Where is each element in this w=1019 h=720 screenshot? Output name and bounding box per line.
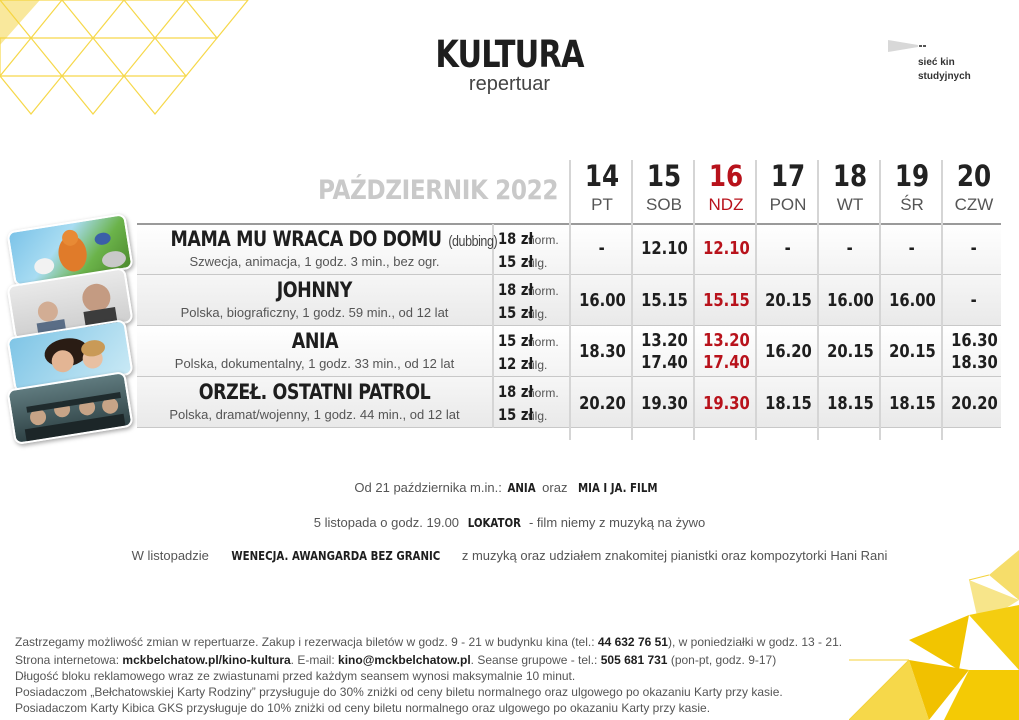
price-value: 18 zł [498, 280, 534, 299]
showtime: - [970, 238, 978, 259]
showtime: 18.30 [578, 341, 626, 362]
price-label: ulg. [528, 307, 548, 321]
note-text: - film niemy z muzyką na żywo [528, 515, 706, 530]
announcement-3 [0, 548, 1019, 563]
showtime: 20.20 [950, 393, 998, 414]
day-number: 16 [708, 159, 744, 193]
price-label: ulg. [528, 409, 548, 423]
film-description: Polska, biograficzny, 1 godz. 59 min., od 12 lat [180, 305, 449, 320]
price-label: norm. [528, 233, 559, 247]
logo-text: sieć kin studyjnych [918, 57, 971, 82]
group-phone-number: 505 681 731 [600, 653, 668, 667]
price-label: norm. [528, 335, 559, 349]
website-link[interactable]: mckbelchatow.pl/kino-kultura [122, 653, 291, 667]
day-number: 20 [956, 159, 992, 193]
film-description: Polska, dramat/wojenny, 1 godz. 44 min., od 12 lat [169, 407, 460, 422]
day-name: WT [836, 195, 864, 214]
price-reduced [498, 252, 570, 271]
showtime: - [908, 238, 916, 259]
showtime: 18.15 [888, 393, 936, 414]
day-name: ŚR [900, 195, 924, 214]
showtime: 20.15 [764, 290, 812, 311]
showtime: - [970, 290, 978, 311]
showtime: - [784, 238, 792, 259]
price-value: 18 zł [498, 229, 534, 248]
day-name: SOB [646, 195, 682, 214]
price-value: 15 zł [498, 303, 534, 322]
note-text: 5 listopada o godz. 19.00 [313, 515, 460, 530]
day-number: 18 [832, 159, 868, 193]
note-film-title: WENECJA. AWANGARDA BEZ GRANIC [230, 549, 440, 563]
showtime: 19.30 [640, 393, 688, 414]
footer-line-booking: Zastrzegamy możliwość zmian w repertuarze. Zakup i rezerwacja biletów w godz. 9 - 21 w budynku kina (tel.: 44 632 76 51), w poniedziałki w godz. 13 - 21. [15, 635, 843, 649]
day-number: 15 [646, 159, 682, 193]
showtime: 16.20 [764, 341, 812, 362]
price-value: 18 zł [498, 382, 534, 401]
note-text: Od 21 października m.in.: [354, 480, 502, 495]
day-header [757, 158, 819, 216]
showtime: 16.00 [578, 290, 626, 311]
projector-beam-icon [888, 40, 928, 52]
film-title-extra: (dubbing) [448, 233, 498, 250]
day-name: PT [591, 195, 613, 214]
film-title-text: ORZEŁ. OSTATNI PATROL [198, 380, 431, 404]
price-label: norm. [528, 386, 559, 400]
film-title [137, 278, 492, 302]
footer-line-fan-card: Posiadaczom Karty Kibica GKS przysługuje do 10% zniżki od ceny biletu normalnego oraz ulgowego po okazaniu Karty przy kasie. [15, 701, 711, 715]
showtime: 15.15 [640, 290, 688, 311]
day-header [633, 158, 695, 216]
film-title [137, 380, 492, 404]
day-header [943, 158, 1005, 216]
film-title [137, 329, 492, 353]
footer-line-contact: Strona internetowa: mckbelchatow.pl/kino-kultura. E-mail: kino@mckbelchatow.pl. Seanse grupowe - tel.: 505 681 731 (pon-pt, godz. 9-17) [15, 653, 777, 667]
showtime: 16.00 [888, 290, 936, 311]
showtime: 12.10 [640, 238, 688, 259]
day-number: 17 [770, 159, 806, 193]
footer-line-ads: Długość bloku reklamowego wraz ze zwiastunami przed każdym seansem wynosi maksymalnie 10 minut. [15, 669, 576, 683]
price-normal [498, 280, 570, 299]
siec-kin-studyjnych-logo [888, 40, 998, 86]
day-name: PON [769, 195, 807, 214]
price-value: 15 zł [498, 405, 534, 424]
day-header [819, 158, 881, 216]
showtime-sunday: 12.10 [702, 238, 750, 259]
price-value: 15 zł [498, 331, 534, 350]
note-film-title: LOKATOR [467, 516, 521, 530]
price-value: 12 zł [498, 354, 534, 373]
showtime-sunday: 15.15 [702, 290, 750, 311]
price-reduced [498, 405, 570, 424]
film-title [137, 227, 498, 251]
email-link[interactable]: kino@mckbelchatow.pl [338, 653, 471, 667]
day-name: CZW [954, 195, 994, 214]
showtime: 18.15 [764, 393, 812, 414]
showtime: - [846, 238, 854, 259]
footer-line-family-card: Posiadaczom „Bełchatowskiej Karty Rodziny” przysługuje do 30% zniżki od ceny biletu normalnego oraz ulgowego po okazaniu Karty przy kasie. [15, 685, 783, 699]
film-description: Polska, dokumentalny, 1 godz. 33 min., od 12 lat [174, 356, 455, 371]
day-header [881, 158, 943, 216]
note-film-title: ANIA [507, 481, 537, 495]
note-text: W listopadzie [131, 548, 209, 563]
showtime: 16.00 [826, 290, 874, 311]
price-label: ulg. [528, 256, 548, 270]
month-heading: PAŹDZIERNIK 2022 [318, 175, 559, 206]
price-label: norm. [528, 284, 559, 298]
showtime: 20.15 [826, 341, 874, 362]
showtime-sunday: 13.20 17.40 [702, 330, 750, 373]
day-number: 19 [894, 159, 930, 193]
phone-number: 44 632 76 51 [597, 635, 668, 649]
film-description: Szwecja, animacja, 1 godz. 3 min., bez ogr. [189, 254, 440, 269]
day-header [571, 158, 633, 216]
showtime: 13.20 17.40 [640, 330, 688, 373]
day-header-sunday [695, 158, 757, 216]
showtime: 20.15 [888, 341, 936, 362]
price-value: 15 zł [498, 252, 534, 271]
note-text: oraz [542, 480, 568, 495]
film-title-text: ANIA [291, 329, 338, 353]
showtime: 16.30 18.30 [950, 330, 998, 373]
film-title-text: JOHNNY [276, 278, 353, 302]
page-title: KULTURA [435, 33, 584, 76]
column-divider [492, 224, 494, 428]
price-normal [498, 331, 570, 350]
announcement-1 [0, 480, 1019, 495]
showtime: 20.20 [578, 393, 626, 414]
day-number: 14 [584, 159, 620, 193]
price-normal [498, 229, 570, 248]
price-normal [498, 382, 570, 401]
price-reduced [498, 303, 570, 322]
showtime-sunday: 19.30 [702, 393, 750, 414]
note-text: z muzyką oraz udziałem znakomitej pianistki oraz kompozytorki Hani Rani [461, 548, 888, 563]
note-film-title: MIA I JA. FILM [578, 481, 658, 495]
film-title-text: MAMA MU WRACA DO DOMU [170, 227, 442, 251]
day-name: NDZ [708, 195, 744, 214]
showtime: - [598, 238, 606, 259]
price-label: ulg. [528, 358, 548, 372]
announcement-2 [0, 515, 1019, 530]
price-reduced [498, 354, 570, 373]
page-subtitle: repertuar [468, 73, 551, 95]
showtime: 18.15 [826, 393, 874, 414]
